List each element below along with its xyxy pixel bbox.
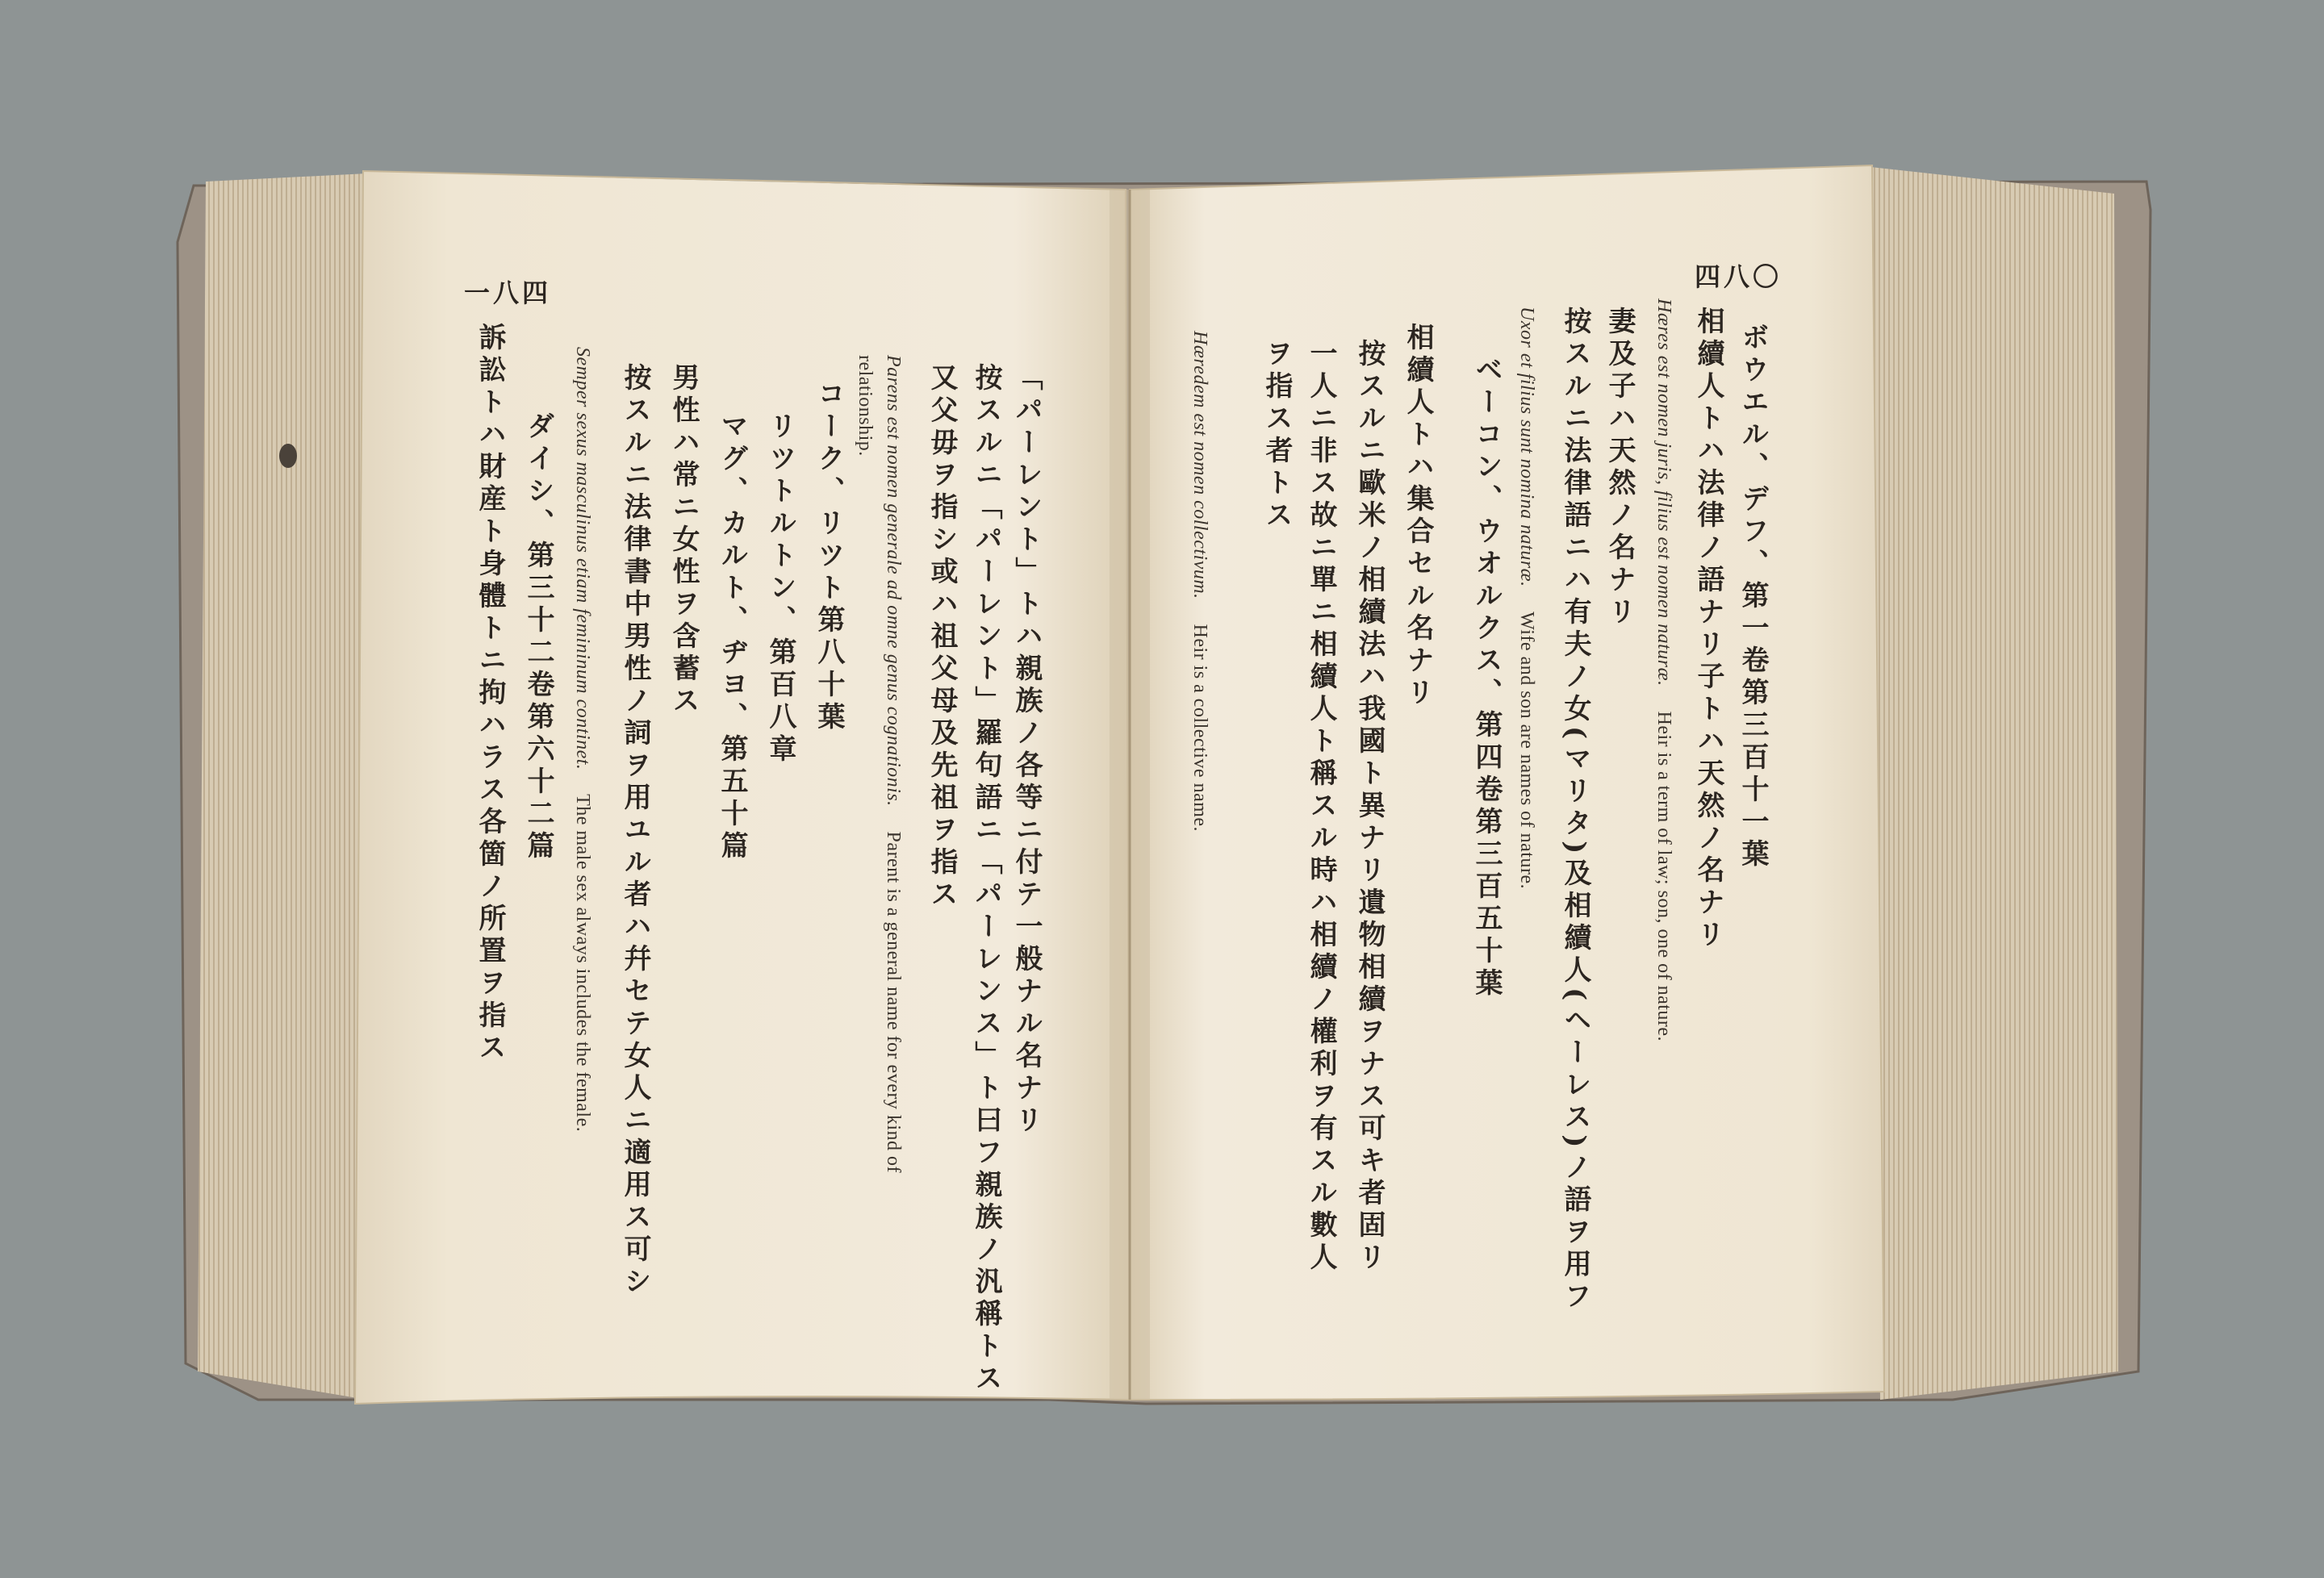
right-line-11: ヲ指ス者トス <box>1260 339 1293 532</box>
right-page <box>1130 165 1884 1400</box>
left-line-2: 按スルニ「パーレント」羅句語ニ「パーレンス」ト曰フ親族ノ汎稱トス <box>970 363 1002 1396</box>
right-page-number: 四八〇 <box>1695 261 1783 292</box>
left-line-11-english: The male sex always includes the female. <box>572 789 593 1133</box>
left-line-12: ダイシ、第三十二卷第六十二篇 <box>522 411 554 863</box>
left-line-11: Semper sexus masculinus etiam femininum continet. The male sex always includes the female. <box>572 347 593 1133</box>
right-line-12-english: Heir is a collective name. <box>1189 618 1210 832</box>
right-line-3: Hæres est nomen juris, filius est nomen naturæ. Heir is a term of law; son, one of nature. <box>1653 298 1674 1042</box>
right-line-9: 按スルニ歐米ノ相續法ハ我國ト異ナリ遺物相續ヲナス可キ者固リ <box>1353 339 1386 1275</box>
right-line-8: 相續人トハ集合セル名ナリ <box>1402 323 1434 710</box>
left-line-4: Parens est nomen generale ad omne genus cognationis. Parent is a general name for every kind of <box>883 355 904 1173</box>
left-line-13: 訴訟トハ財産ト身體トニ拘ハラス各箇ノ所置ヲ指ス <box>474 323 506 1065</box>
left-page-number: 一八四 <box>464 278 552 308</box>
left-line-5: relationship. <box>855 355 876 457</box>
left-page-edges <box>198 173 367 1400</box>
right-line-3-english: Heir is a term of law; son, one of nature. <box>1653 705 1674 1042</box>
right-line-7: ベーコン、ウオルクス、第四卷第三百五十葉 <box>1470 355 1503 1000</box>
right-line-1: ボウエル、デフ、第一卷第三百十一葉 <box>1737 323 1769 871</box>
right-line-2: 相續人トハ法律ノ語ナリ子トハ天然ノ名ナリ <box>1692 307 1724 952</box>
right-line-5: 按スルニ法律語ニハ有夫ノ女(マリタ)及相續人(ヘーレス)ノ語ヲ用フ <box>1559 307 1591 1314</box>
left-line-7: リツトルトン、第百八章 <box>764 411 796 766</box>
left-line-1: 「パーレント」トハ親族ノ各等ニ付テ一般ナル名ナリ <box>1010 363 1043 1138</box>
binding-hole <box>279 444 297 468</box>
left-line-8: マグ、カルト、ヂヨ、第五十篇 <box>716 411 748 863</box>
right-line-6-english: Wife and son are names of nature. <box>1516 606 1537 889</box>
left-line-10: 按スルニ法律書中男性ノ詞ヲ用ユル者ハ幷セテ女人ニ適用ス可シ <box>619 363 651 1299</box>
right-line-6: Uxor et filius sunt nomina naturæ. Wife and son are names of nature. <box>1516 307 1537 889</box>
right-page-edges <box>1856 165 2118 1400</box>
right-line-10: 一人ニ非ス故ニ單ニ相續人ト稱スル時ハ相續ノ權利ヲ有スル數人 <box>1305 339 1337 1275</box>
right-line-12: Hæredem est nomen collectivum. Heir is a collective name. <box>1189 331 1210 832</box>
left-line-3: 又父毋ヲ指シ或ハ祖父母及先祖ヲ指ス <box>926 363 958 912</box>
left-line-6: コーク、リツト第八十葉 <box>813 379 845 734</box>
right-line-4: 妻及子ハ天然ノ名ナリ <box>1603 307 1636 629</box>
left-line-4-english: Parent is a general name for every kind of <box>883 825 904 1173</box>
left-line-9: 男性ハ常ニ女性ヲ含蓄ス <box>667 363 700 718</box>
